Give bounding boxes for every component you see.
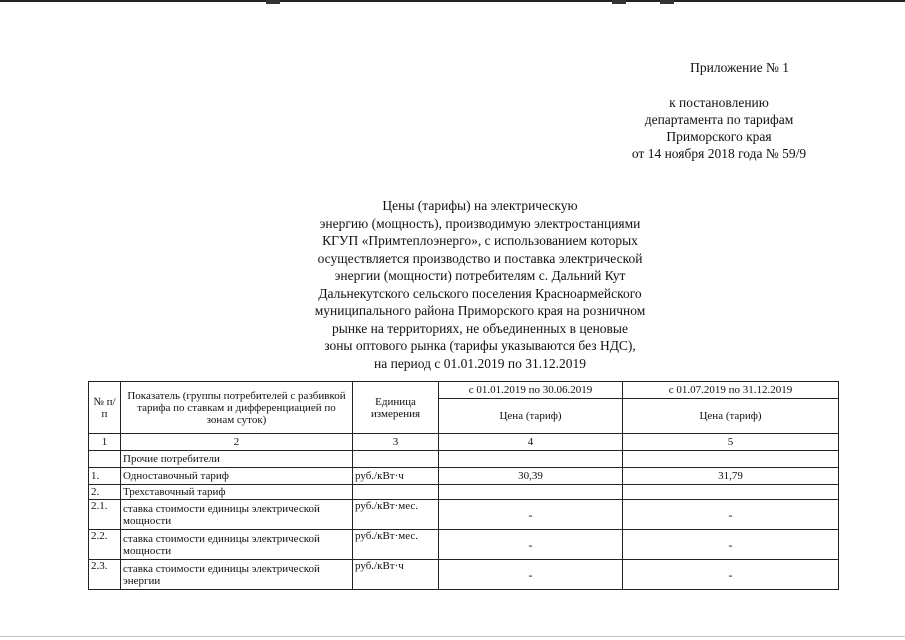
row-unit: руб./кВт·ч [353,560,439,590]
row-price-2 [623,485,839,500]
row-price-1 [439,485,623,500]
document-title [270,197,690,372]
row-price-1: - [439,530,623,560]
row-price-2: - [623,530,839,560]
row-num: 2.3. [89,560,121,590]
table-row [89,485,839,500]
row-name: ставка стоимости единицы электрической энергии [121,560,353,590]
column-number: 3 [353,434,439,451]
row-unit: руб./кВт·мес. [353,530,439,560]
row-name: Трехставочный тариф [121,485,353,500]
scan-mark [612,0,626,4]
table-row [89,560,839,590]
title-line: муниципального района Приморского края на розничном [314,303,646,318]
column-number: 1 [89,434,121,451]
table-row [89,500,839,530]
decree-line: от 14 ноября 2018 года № 59/9 [631,146,807,161]
decree-line: Приморского края [666,129,772,144]
tariff-table [88,381,839,590]
column-number: 5 [623,434,839,451]
row-num: 1. [89,468,121,485]
title-line: энергии (мощности) потребителям с. Дальний Кут [334,268,626,283]
row-num: 2.1. [89,500,121,530]
row-price-2 [623,451,839,468]
header-unit: Единица измерения [353,382,439,434]
title-line: на период с 01.01.2019 по 31.12.2019 [374,355,586,371]
scan-mark [266,0,280,4]
header-period-2: с 01.07.2019 по 31.12.2019 [623,382,839,399]
title-line: энергию (мощность), производимую электростанциями [319,215,641,231]
appendix-label: Приложение № 1 [690,60,789,75]
scan-bottom-edge [0,636,905,637]
title-line: Цены (тарифы) на электрическую [382,198,578,213]
table-row [89,530,839,560]
row-num: 2. [89,485,121,500]
scan-top-edge [0,0,905,2]
row-unit [353,485,439,500]
row-price-1: - [439,500,623,530]
row-num [89,451,121,468]
scan-mark [660,0,674,4]
table-row [89,468,839,485]
title-line: КГУП «Примтеплоэнерго», с использованием которых [322,233,638,248]
row-unit: руб./кВт·ч [353,468,439,485]
header-price-1: Цена (тариф) [439,399,623,434]
decree-reference [599,94,839,162]
title-line: зоны оптового рынка (тарифы указываются без НДС), [324,338,636,353]
header-num: № п/п [89,382,121,434]
header-indicator: Показатель (группы потребителей с разбивкой тарифа по ставкам и дифференциацией по зонам суток) [121,382,353,434]
decree-line: департамента по тарифам [644,112,794,127]
decree-line: к постановлению [669,95,769,110]
row-unit: руб./кВт·мес. [353,500,439,530]
row-price-1 [439,451,623,468]
table-row [89,451,839,468]
header-price-2: Цена (тариф) [623,399,839,434]
row-price-2: 31,79 [623,468,839,485]
row-name: Одноставочный тариф [121,468,353,485]
row-price-2: - [623,500,839,530]
row-name: Прочие потребители [121,451,353,468]
row-name: ставка стоимости единицы электрической мощности [121,530,353,560]
row-num: 2.2. [89,530,121,560]
row-unit [353,451,439,468]
header-period-1: с 01.01.2019 по 30.06.2019 [439,382,623,399]
column-number: 4 [439,434,623,451]
row-price-1: - [439,560,623,590]
title-line: осуществляется производство и поставка электрической [317,250,643,266]
title-line: рынке на территориях, не объединенных в ценовые [332,320,628,336]
row-price-1: 30,39 [439,468,623,485]
title-line: Дальнекутского сельского поселения Красноармейского [318,285,642,301]
column-number: 2 [121,434,353,451]
row-name: ставка стоимости единицы электрической мощности [121,500,353,530]
row-price-2: - [623,560,839,590]
